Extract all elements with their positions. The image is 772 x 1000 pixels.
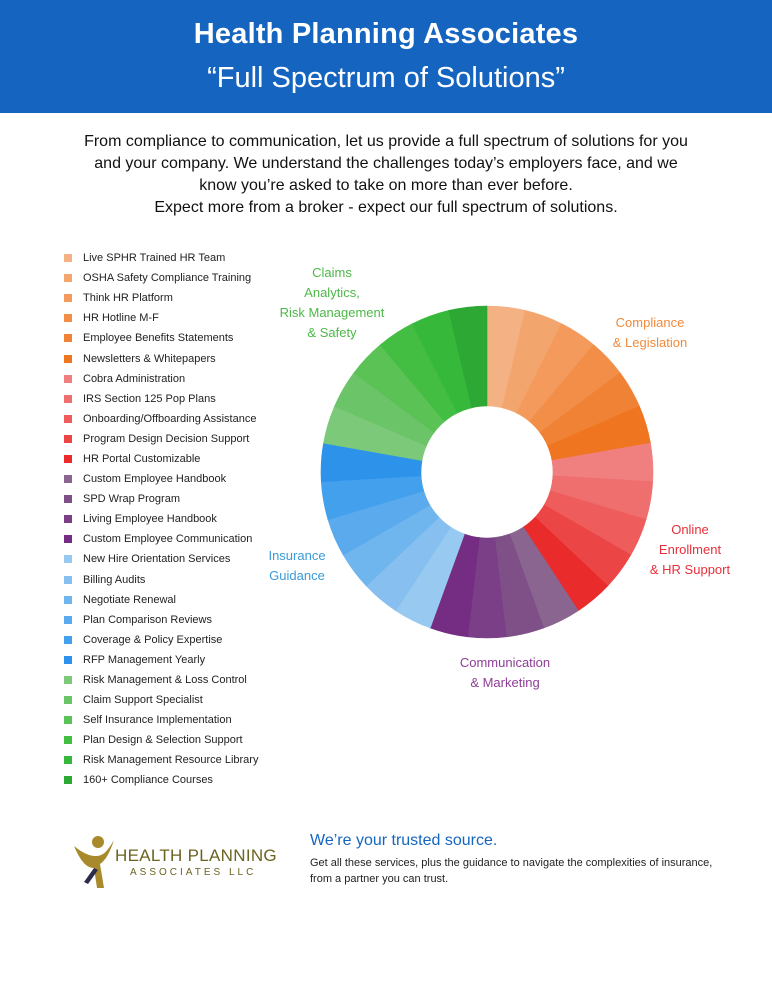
intro-line: know you’re asked to take on more than ever before. — [199, 177, 573, 194]
legend-label: Onboarding/Offboarding Assistance — [83, 412, 257, 425]
group-label — [590, 313, 710, 353]
legend-label: Risk Management Resource Library — [83, 754, 259, 767]
legend-label: Plan Design & Selection Support — [83, 734, 243, 747]
legend-label: Negotiate Renewal — [83, 593, 176, 606]
group-label-line: Risk Management — [279, 305, 385, 320]
page-subtitle: “Full Spectrum of Solutions” — [207, 62, 565, 94]
legend-label: Self Insurance Implementation — [83, 714, 232, 727]
group-label-line: & HR Support — [649, 562, 731, 577]
legend-label: OSHA Safety Compliance Training — [83, 272, 252, 285]
legend-label: Custom Employee Communication — [83, 533, 253, 546]
legend-label: SPD Wrap Program — [83, 493, 180, 506]
group-label-line: Compliance — [615, 315, 685, 330]
legend-label: Plan Comparison Reviews — [83, 613, 212, 626]
group-label — [262, 263, 402, 343]
legend-label: RFP Management Yearly — [83, 653, 206, 666]
legend-label: IRS Section 125 Pop Plans — [83, 392, 216, 405]
group-label-line: Insurance — [268, 548, 326, 563]
group-label-line: Guidance — [269, 568, 325, 583]
group-label-line: Enrollment — [658, 542, 722, 557]
legend-label: Coverage & Policy Expertise — [83, 633, 223, 646]
group-label-line: & Safety — [307, 325, 357, 340]
legend-label: Risk Management & Loss Control — [83, 674, 247, 687]
intro-line: Expect more from a broker - expect our full spectrum of solutions. — [154, 199, 618, 216]
group-label-line: Online — [671, 522, 709, 537]
legend-label: New Hire Orientation Services — [83, 553, 231, 566]
legend-label: HR Portal Customizable — [83, 452, 201, 465]
legend-label: Live SPHR Trained HR Team — [83, 252, 226, 265]
group-label-line: Analytics, — [304, 285, 360, 300]
group-label-line: & Legislation — [612, 335, 688, 350]
legend-label: Think HR Platform — [83, 292, 173, 305]
legend-label: Living Employee Handbook — [83, 513, 217, 526]
legend-label: Billing Audits — [83, 573, 146, 586]
intro-line: and your company. We understand the challenges today’s employers face, and we — [94, 155, 678, 172]
group-label — [440, 653, 570, 693]
trusted-source-line: from a partner you can trust. — [310, 873, 449, 885]
trusted-source-title: We’re your trusted source. — [310, 832, 498, 849]
group-label-line: & Marketing — [470, 675, 540, 690]
trusted-source-body — [310, 855, 712, 887]
legend-label: Newsletters & Whitepapers — [83, 352, 216, 365]
legend-label: Program Design Decision Support — [83, 432, 250, 445]
legend-label: Employee Benefits Statements — [83, 332, 234, 345]
leaping-figure-icon — [74, 836, 114, 888]
legend-label: 160+ Compliance Courses — [83, 774, 213, 787]
legend-label: Claim Support Specialist — [83, 694, 203, 707]
trusted-source-line: Get all these services, plus the guidance to navigate the complexities of insurance, — [310, 857, 713, 869]
intro-line: From compliance to communication, let us provide a full spectrum of solutions for you — [84, 133, 688, 150]
legend-label: Custom Employee Handbook — [83, 473, 227, 486]
group-label-line: Communication — [459, 655, 551, 670]
group-label — [252, 546, 342, 586]
page-title: Health Planning Associates — [193, 18, 579, 50]
group-label-line: Claims — [312, 265, 352, 280]
legend-label: HR Hotline M-F — [83, 312, 159, 325]
group-label — [630, 520, 750, 580]
legend-label: Cobra Administration — [83, 372, 186, 385]
logo-suffix: ASSOCIATES LLC — [130, 867, 257, 878]
logo-name: HEALTH PLANNING — [115, 846, 277, 865]
